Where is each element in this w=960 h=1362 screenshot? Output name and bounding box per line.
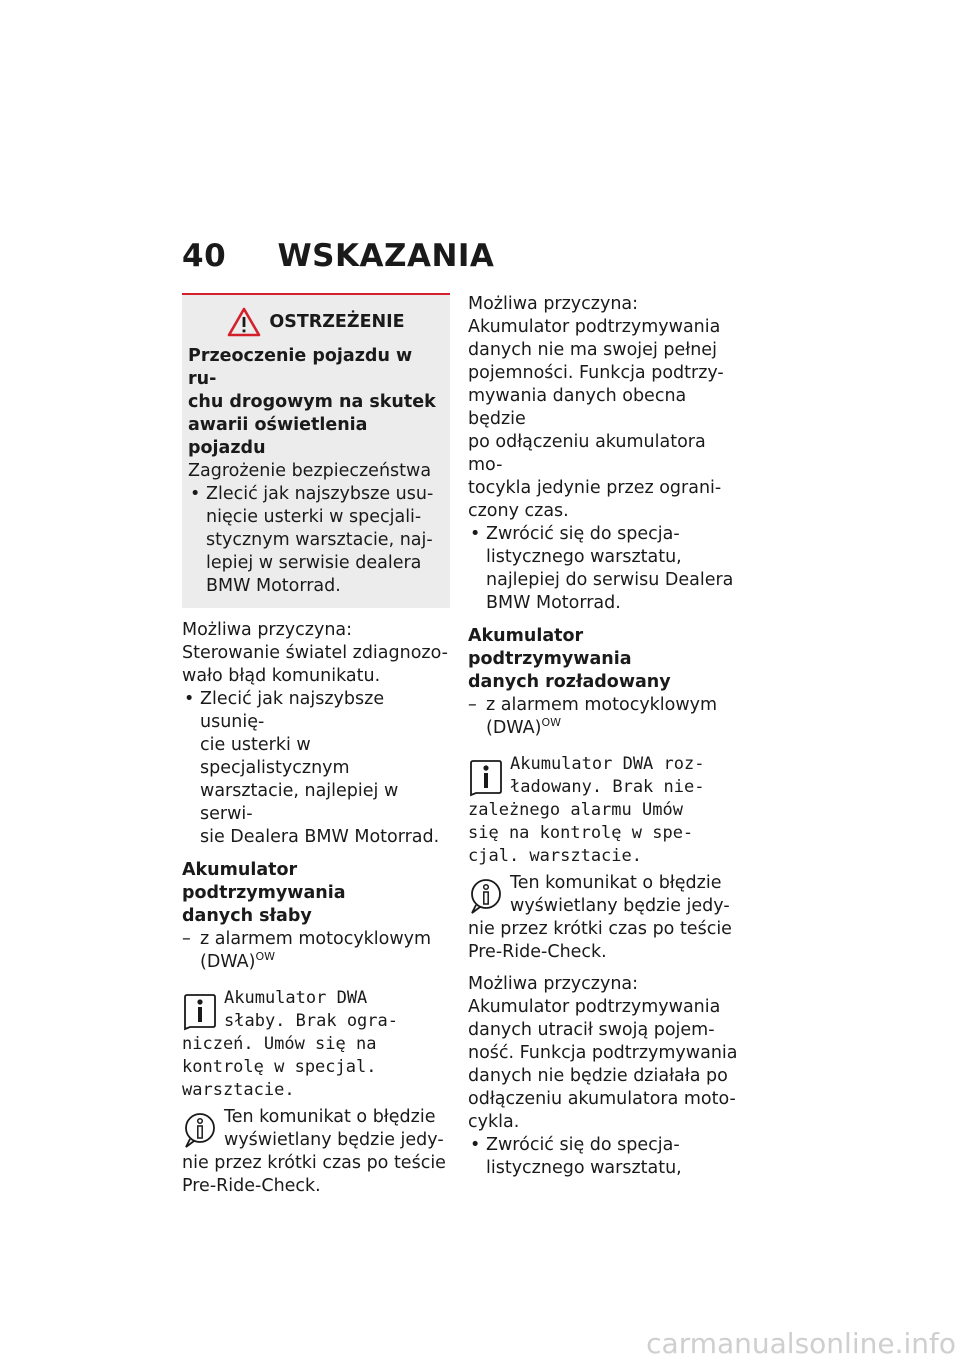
warning-header: [188, 307, 444, 337]
chapter-title: WSKAZANIA: [277, 238, 495, 274]
note-icon: [182, 1110, 218, 1150]
cause-action-2: • Zwrócić się do specja- listycznego warsztatu,: [468, 1134, 740, 1180]
option-code: OW: [255, 950, 275, 964]
watermark: carmanualsonline.info: [646, 1327, 956, 1360]
cause-action: • Zlecić jak najszybsze usunię- cie usterki w specjalistycznym warsztacie, najlepiej w serwi- sie Dealera BMW Motorrad.: [182, 688, 450, 849]
cause-paragraph-2: Możliwa przyczyna: Akumulator podtrzymywania danych utracił swoją pojem- ność. Funkcja podtrzymywania danych nie będzie działała po odłączeniu akumulatora moto- cykla.: [468, 974, 738, 1132]
display-message: Akumulator DWA słaby. Brak ogra- niczeń. Umów się na kontrolę w specjal. warsztacie.: [182, 988, 398, 1100]
page-number: 40: [182, 238, 227, 274]
warning-cause: Przeoczenie pojazdu w ru- chu drogowym na skutek awarii oświetlenia pojazdu: [188, 346, 436, 458]
info-icon: [468, 757, 504, 797]
cause-paragraph: Możliwa przyczyna: Sterowanie światel zdiagnozo- wało błąd komunikatu.: [182, 620, 448, 686]
warning-box: [182, 293, 450, 608]
display-message: Akumulator DWA roz- ładowany. Brak nie- zależnego alarmu Umów się na kontrolę w spe- cjal. warsztacie.: [468, 754, 705, 866]
note-paragraph: Ten komunikat o błędzie wyświetlany będzie jedy- nie przez krótki czas po teście Pre-Ride-Check.: [468, 873, 732, 962]
left-column: [182, 293, 450, 1198]
warning-action: • Zlecić jak najszybsze usu- nięcie usterki w specjali- stycznym warsztacie, naj- lepiej w serwisie dealera BMW Motorrad.: [188, 483, 444, 598]
cause-action: • Zwrócić się do specja- listycznego warsztatu, najlepiej do serwisu Dealera BMW Motorrad.: [468, 523, 740, 615]
note-icon: [468, 876, 504, 916]
note-paragraph: Ten komunikat o błędzie wyświetlany będzie jedy- nie przez krótki czas po teście Pre-Ride-Check.: [182, 1107, 446, 1196]
condition-line: – z alarmem motocyklowym (DWA)$^{OW}$: [182, 929, 432, 972]
section-heading: Akumulator podtrzymywania danych słaby: [182, 860, 346, 926]
condition-line: – z alarmem motocyklowym (DWA)$^{OW}$: [468, 695, 718, 738]
warning-triangle-icon: [227, 307, 261, 337]
warning-title: OSTRZEŻENIE: [269, 311, 405, 332]
warning-hazard: Zagrożenie bezpieczeństwa: [188, 461, 432, 481]
info-icon: [182, 991, 218, 1031]
right-column: [468, 293, 740, 1180]
page-header: [182, 238, 494, 274]
section-heading: Akumulator podtrzymywania danych rozładowany: [468, 626, 671, 692]
option-code: OW: [541, 716, 561, 730]
cause-paragraph: Możliwa przyczyna: Akumulator podtrzymywania danych nie ma swojej pełnej pojemności. Funkcja podtrzy- mywania danych obecna będzie po odłączeniu akumulatora mo- tocykla jedynie przez ograni- czony czas.: [468, 294, 724, 521]
